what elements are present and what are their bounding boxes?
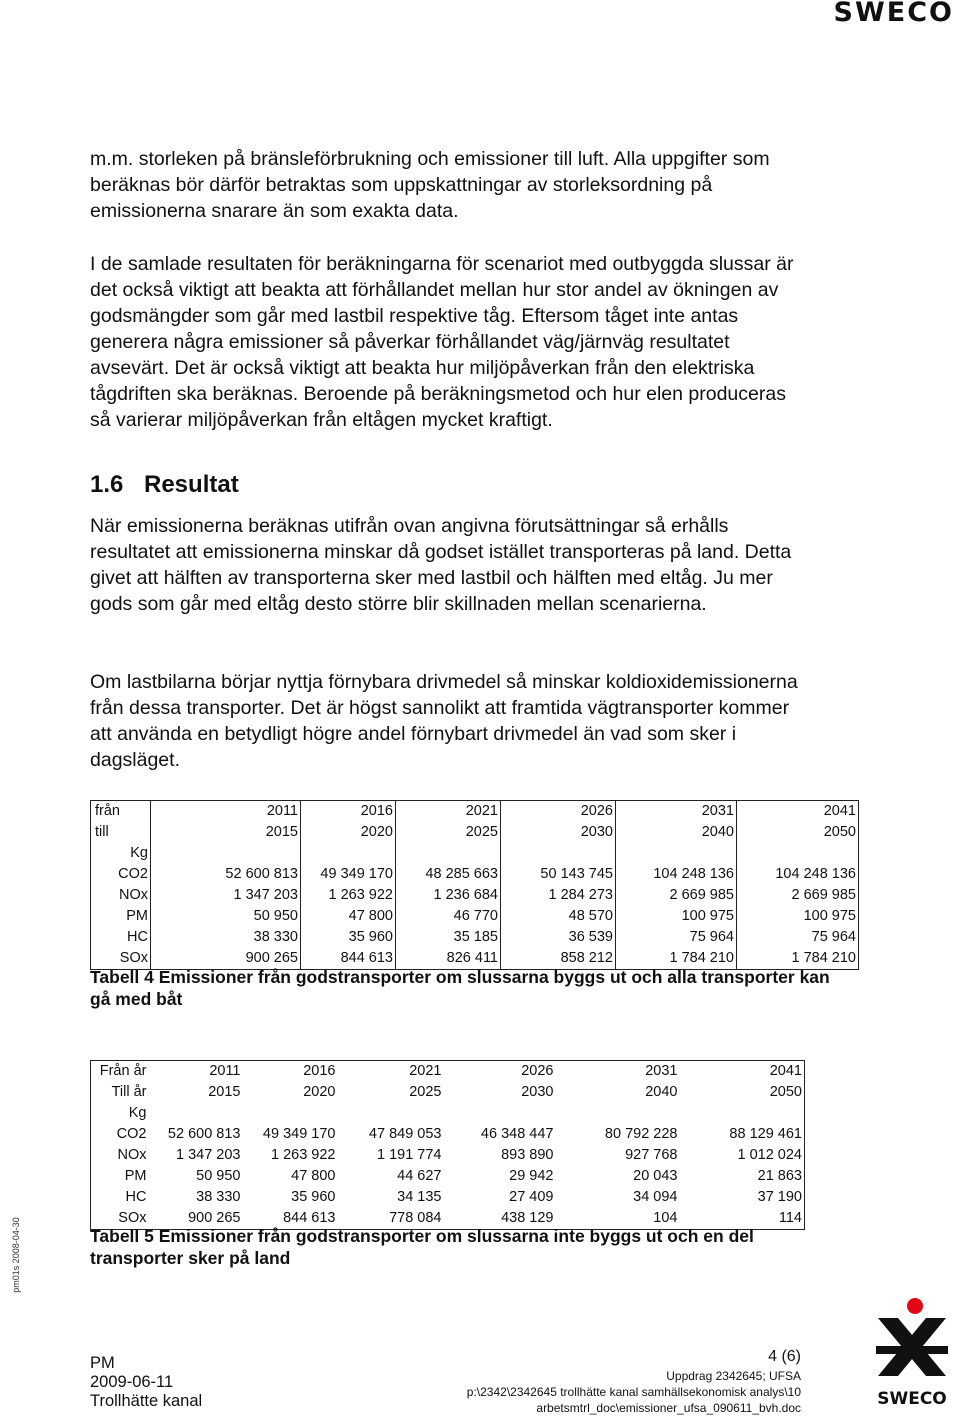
table-row (91, 1187, 805, 1208)
table-cell: 858 212 (501, 948, 616, 970)
table-cell (301, 843, 396, 864)
table-row (91, 801, 859, 823)
table-cell (444, 1103, 556, 1124)
table-cell: 927 768 (625, 1147, 678, 1163)
row-label-cell: Kg (128, 1105, 147, 1121)
table-row (91, 864, 859, 885)
side-label: pm01s 2008-04-30 (10, 1217, 21, 1293)
table-cell (737, 843, 859, 864)
table-cell: 38 330 (151, 927, 301, 948)
table-cell: 2041 (769, 1063, 802, 1079)
table-cell: 1 284 273 (501, 885, 616, 906)
table-cell: 2031 (645, 1063, 678, 1079)
row-label-cell: SOx (118, 1210, 147, 1226)
table-cell: 893 890 (501, 1147, 554, 1163)
table-cell (151, 843, 301, 864)
table-cell: 2016 (301, 801, 396, 823)
table-cell: 37 190 (757, 1189, 802, 1205)
table-cell: 2 669 985 (616, 885, 737, 906)
row-label-cell: NOx (91, 885, 151, 906)
footer-assignment: Uppdrag 2342645; UFSA (666, 1369, 801, 1383)
table-cell: 2030 (521, 1084, 554, 1100)
paragraph-2: I de samlade resultaten för beräkningarna för scenariot med outbyggda slussar är det också viktigt att beakta att förhållandet mellan hur stor andel av ökningen av godsmängder som går med lastbil respektive tåg. Eftersom tåget inte antas generera några emissioner så påverkar förhållandet väg/järnväg resultatet avsevärt. Det är också viktigt att beakta hur miljöpåverkan från den elektriska tågdriften ska beräknas. Beroende på beräkningsmetod och hur elen produceras så varierar miljöpåverkan från eltågen mycket kraftigt. (90, 253, 794, 431)
table-cell: 2041 (737, 801, 859, 823)
table-cell: 2 669 985 (737, 885, 859, 906)
table-cell: 900 265 (188, 1210, 241, 1226)
table-cell: 29 942 (509, 1168, 554, 1184)
sweco-logo-top: SWECO (833, 0, 954, 28)
table-cell (243, 1103, 338, 1124)
table-cell: 2050 (737, 822, 859, 843)
table-cell (396, 843, 501, 864)
table-cell: 104 (653, 1210, 678, 1226)
table-cell: 2021 (396, 801, 501, 823)
table-5-caption: Tabell 5 Emissioner från godstransporter om slussarna inte byggs ut och en del transporter sker på land (90, 1226, 754, 1268)
table-row (91, 927, 859, 948)
table-cell: 47 800 (291, 1168, 336, 1184)
row-label-cell: PM (91, 906, 151, 927)
table-cell: 826 411 (396, 948, 501, 970)
page-number: 4 (6) (768, 1348, 801, 1365)
table-row (91, 843, 859, 864)
row-label-cell: PM (124, 1168, 147, 1184)
table-cell: 52 600 813 (167, 1126, 241, 1142)
row-label-cell: HC (91, 927, 151, 948)
table-cell: 20 043 (633, 1168, 678, 1184)
table-cell: 2016 (303, 1063, 336, 1079)
table-cell: 50 143 745 (501, 864, 616, 885)
table-cell: 2011 (151, 801, 301, 823)
table-row (91, 822, 859, 843)
row-label-cell: NOx (117, 1147, 147, 1163)
table-cell: 778 084 (389, 1210, 442, 1226)
row-label-cell: CO2 (91, 864, 151, 885)
footer-project: Trollhätte kanal (90, 1392, 203, 1410)
table-cell: 27 409 (509, 1189, 554, 1205)
table-cell: 2040 (616, 822, 737, 843)
table-cell: 50 950 (196, 1168, 241, 1184)
table-cell: 36 539 (501, 927, 616, 948)
table-cell: 1 784 210 (616, 948, 737, 970)
emissions-table-5 (90, 1060, 805, 1230)
table-row (91, 1082, 805, 1103)
row-label-cell: till (91, 822, 151, 843)
section-heading (90, 470, 239, 500)
row-label-cell: Kg (91, 843, 151, 864)
table-cell: 21 863 (757, 1168, 802, 1184)
table-cell: 44 627 (397, 1168, 442, 1184)
table-cell: 2026 (521, 1063, 554, 1079)
table-cell: 438 129 (501, 1210, 554, 1226)
table-row (91, 1103, 805, 1124)
table-cell (501, 843, 616, 864)
table-cell: 844 613 (301, 948, 396, 970)
table-cell: 2026 (501, 801, 616, 823)
table-cell: 2020 (301, 822, 396, 843)
table-cell: 35 960 (301, 927, 396, 948)
table-cell: 49 349 170 (301, 864, 396, 885)
table-cell: 48 570 (501, 906, 616, 927)
table-cell: 75 964 (616, 927, 737, 948)
table-cell: 2030 (501, 822, 616, 843)
table-cell: 1 263 922 (301, 885, 396, 906)
table-row (91, 906, 859, 927)
table-cell: 1 191 774 (376, 1147, 442, 1163)
table-cell: 2015 (208, 1084, 241, 1100)
table-cell (680, 1103, 805, 1124)
table-cell: 80 792 228 (604, 1126, 678, 1142)
row-label-cell: HC (125, 1189, 147, 1205)
row-label-cell: Från år (99, 1063, 147, 1079)
table-row (91, 1124, 805, 1145)
table-cell: 48 285 663 (396, 864, 501, 885)
table-cell: 46 770 (396, 906, 501, 927)
table-cell: 114 (778, 1210, 802, 1226)
footer-path-1: p:\2342\2342645 trollhätte kanal samhällsekonomisk analys\10 (466, 1385, 801, 1399)
table-cell: 2015 (151, 822, 301, 843)
section-number: 1.6 (90, 471, 124, 498)
table-4-caption: Tabell 4 Emissioner från godstransporter om slussarna byggs ut och alla transporter kan gå med båt (90, 967, 830, 1009)
table-row (91, 1061, 805, 1083)
table-cell: 2031 (616, 801, 737, 823)
table-cell: 1 263 922 (270, 1147, 336, 1163)
footer-left (90, 1354, 202, 1411)
row-label-cell: SOx (91, 948, 151, 970)
paragraph-4: Om lastbilarna börjar nyttja förnybara drivmedel så minskar koldioxidemissionerna från dessa transporter. Det är högst sannolikt att framtida vägtransporter kommer att använda en betydligt högre andel förnybart drivmedel än vad som sker i dagsläget. (90, 671, 798, 771)
table-row (91, 1166, 805, 1187)
table-cell: 100 975 (737, 906, 859, 927)
table-cell: 900 265 (151, 948, 301, 970)
footer-date: 2009-06-11 (90, 1373, 174, 1391)
table-cell: 35 185 (396, 927, 501, 948)
table-cell: 50 950 (151, 906, 301, 927)
row-label-cell: från (91, 801, 151, 823)
row-label-cell: CO2 (116, 1126, 147, 1142)
table-cell: 75 964 (737, 927, 859, 948)
paragraph-1: m.m. storleken på bränsleförbrukning och emissioner till luft. Alla uppgifter som beräknas bör därför betraktas som uppskattningar av storleksordning på emissionerna snarare än som exakta data. (90, 148, 770, 222)
table-cell: 104 248 136 (737, 864, 859, 885)
emissions-table-4 (90, 800, 859, 970)
table-cell: 1 012 024 (737, 1147, 802, 1163)
sweco-logo-icon (872, 1296, 952, 1408)
table-cell: 104 248 136 (616, 864, 737, 885)
footer-path-2: arbetsmtrl_doc\emissioner_ufsa_090611_bvh.doc (536, 1401, 801, 1415)
table-cell: 1 236 684 (396, 885, 501, 906)
table-cell: 1 784 210 (737, 948, 859, 970)
table-cell: 100 975 (616, 906, 737, 927)
table-cell: 35 960 (291, 1189, 336, 1205)
table-cell: 2025 (396, 822, 501, 843)
table-cell: 2025 (409, 1084, 442, 1100)
section-title: Resultat (144, 471, 239, 498)
row-label-cell: Till år (111, 1084, 147, 1100)
table-cell: 49 349 170 (262, 1126, 336, 1142)
sweco-logo-bottom-text: SWECO (877, 1389, 947, 1408)
table-cell (338, 1103, 444, 1124)
table-cell: 2011 (209, 1063, 241, 1079)
table-cell: 34 094 (633, 1189, 678, 1205)
paragraph-3: När emissionerna beräknas utifrån ovan angivna förutsättningar så erhålls resultatet att emissionerna minskar då godset istället transporteras på land. Detta givet att hälften av transporterna sker med lastbil och hälften med eltåg. Ju mer gods som går med eltåg desto större blir skillnaden mellan scenarierna. (90, 515, 792, 615)
table-cell: 2050 (769, 1084, 802, 1100)
footer-right (467, 1346, 801, 1416)
table-cell: 2020 (303, 1084, 336, 1100)
table-cell: 47 849 053 (368, 1126, 442, 1142)
table-cell (616, 843, 737, 864)
table-cell: 52 600 813 (151, 864, 301, 885)
table-cell: 47 800 (301, 906, 396, 927)
table-row (91, 1145, 805, 1166)
table-row (91, 885, 859, 906)
table-cell: 34 135 (397, 1189, 442, 1205)
footer-doc-type: PM (90, 1354, 115, 1372)
table-cell: 844 613 (283, 1210, 336, 1226)
table-cell: 88 129 461 (729, 1126, 802, 1142)
table-cell (556, 1103, 680, 1124)
table-cell: 2040 (645, 1084, 678, 1100)
table-cell (149, 1103, 243, 1124)
table-cell: 1 347 203 (151, 885, 301, 906)
table-cell: 46 348 447 (480, 1126, 554, 1142)
table-cell: 2021 (409, 1063, 442, 1079)
table-cell: 1 347 203 (175, 1147, 241, 1163)
table-cell: 38 330 (196, 1189, 241, 1205)
